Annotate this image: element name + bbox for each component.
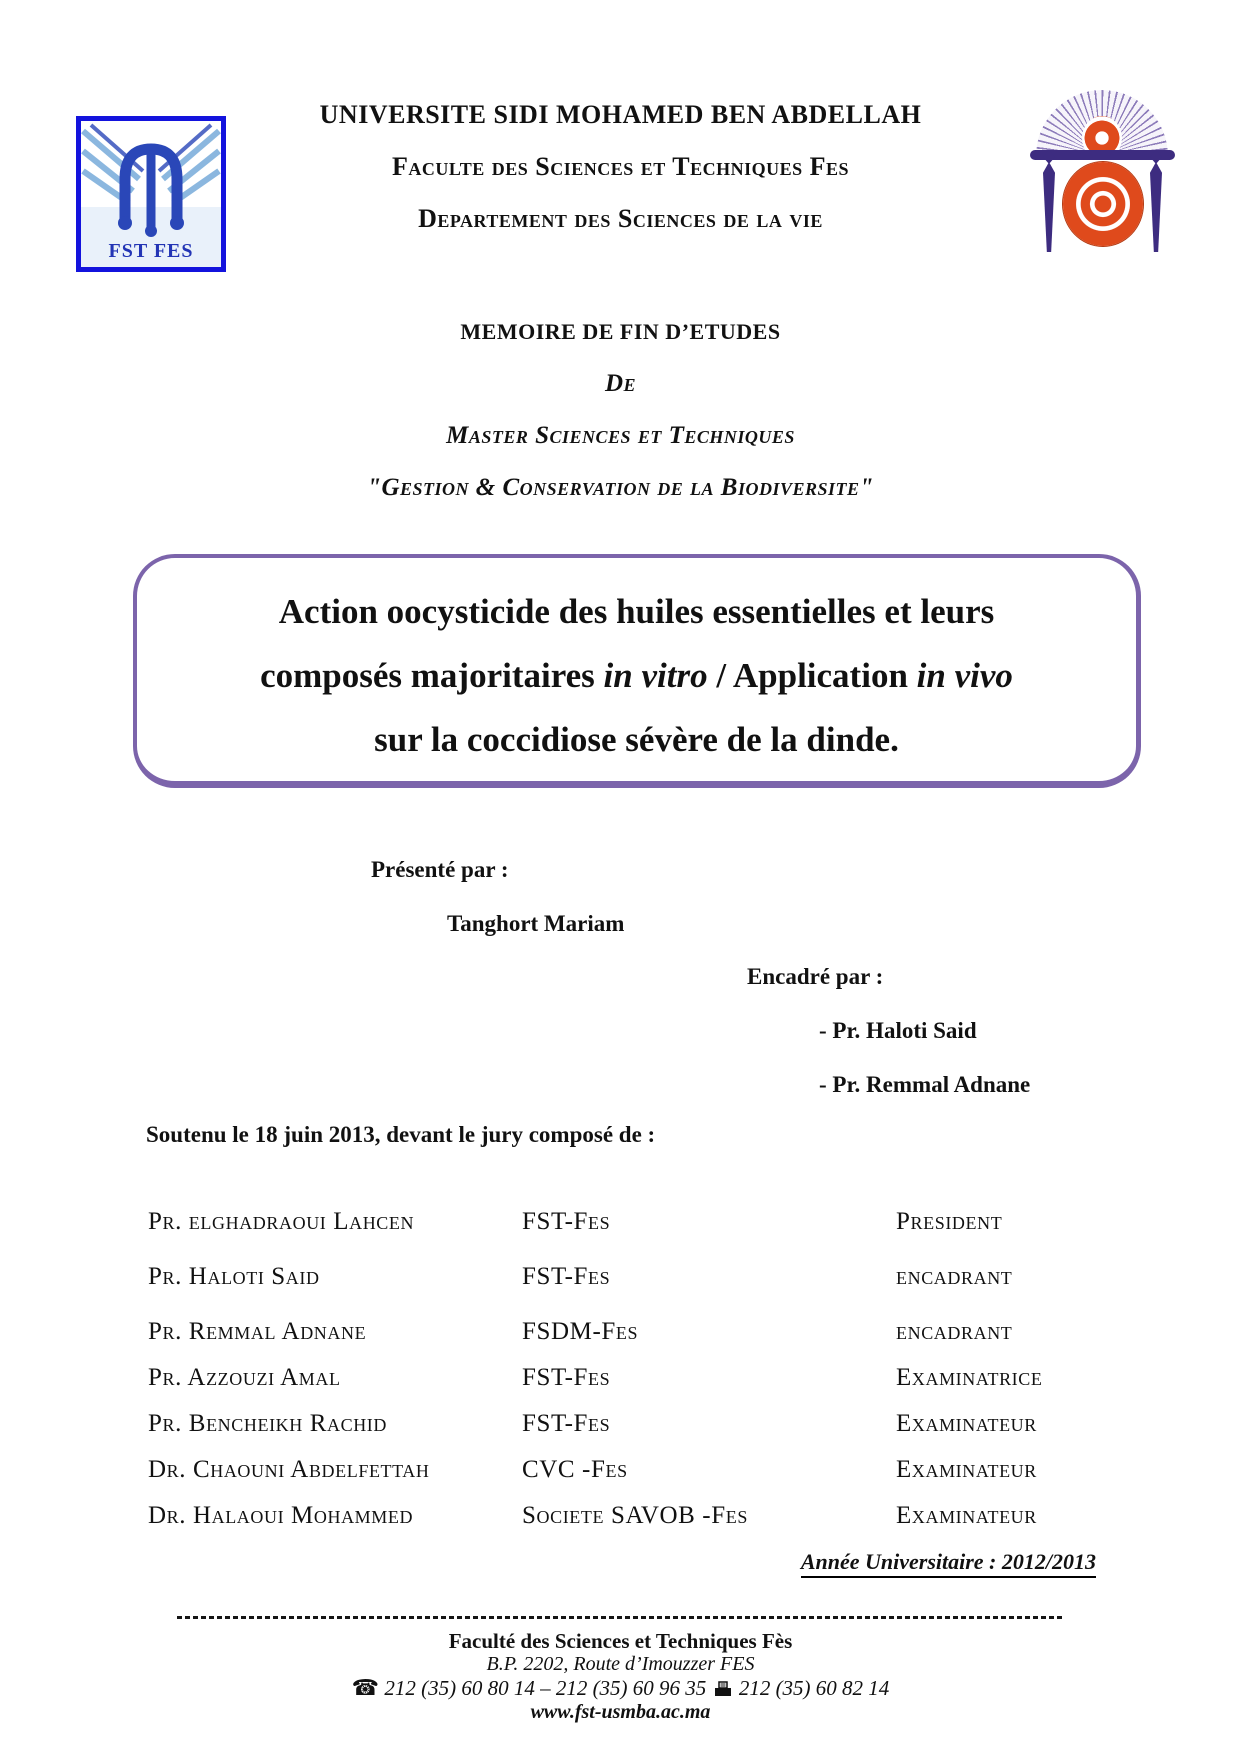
footer-contact-line	[0, 1676, 1241, 1700]
jury-row	[148, 1502, 1098, 1528]
jury-member-name: Pr. Azzouzi Amal	[148, 1364, 341, 1391]
jury-member-affiliation: FST-Fes	[522, 1364, 611, 1391]
jury-member-affiliation: FST-Fes	[522, 1263, 611, 1290]
thesis-title-box	[133, 554, 1141, 788]
jury-member-role: Examinateur	[896, 1502, 1037, 1529]
title-line2-seg2: / Application	[707, 656, 917, 695]
footer-fax: 212 (35) 60 82 14	[738, 1676, 890, 1700]
jury-row	[148, 1364, 1098, 1390]
jury-member-role: encadrant	[896, 1318, 1013, 1345]
fax-icon	[714, 1681, 732, 1697]
header-block	[0, 100, 1241, 256]
academic-year: Année Universitaire : 2012/2013	[801, 1549, 1096, 1578]
jury-member-affiliation: FST-Fes	[522, 1410, 611, 1437]
jury-table	[148, 1208, 1098, 1548]
title-line-3: sur la coccidiose sévère de la dinde.	[374, 720, 899, 759]
title-line2-seg0: composés majoritaires	[260, 656, 604, 695]
title-line2-seg1-italic: in vitro	[603, 656, 708, 695]
jury-member-role: Examinatrice	[896, 1364, 1043, 1391]
supervisor-2: - Pr. Remmal Adnane	[819, 1072, 1031, 1097]
footer-block	[0, 1616, 1241, 1724]
jury-member-name: Dr. Chaouni Abdelfettah	[148, 1456, 430, 1483]
jury-member-name: Pr. Remmal Adnane	[148, 1318, 367, 1345]
dashed-separator	[177, 1616, 1065, 1619]
jury-row	[148, 1410, 1098, 1436]
footer-address: B.P. 2202, Route d’Imouzzer FES	[486, 1653, 755, 1675]
title-line-2	[137, 644, 1136, 708]
faculty-name: Faculte des Sciences et Techniques Fes	[391, 152, 850, 181]
jury-member-affiliation: CVC -Fes	[522, 1456, 628, 1483]
footer-phones: 212 (35) 60 80 14 – 212 (35) 60 96 35	[384, 1676, 707, 1700]
supervised-by-label: Encadré par :	[747, 964, 884, 989]
author-name: Tanghort Mariam	[447, 911, 625, 936]
de-line: De	[604, 370, 637, 397]
degree-block	[0, 318, 1241, 526]
jury-member-role: encadrant	[896, 1263, 1013, 1290]
jury-member-role: Examinateur	[896, 1410, 1037, 1437]
jury-member-affiliation: FST-Fes	[522, 1208, 611, 1235]
footer-faculty: Faculté des Sciences et Techniques Fès	[448, 1629, 793, 1653]
jury-member-name: Dr. Halaoui Mohammed	[148, 1502, 414, 1529]
jury-row	[148, 1208, 1098, 1234]
jury-member-role: President	[896, 1208, 1003, 1235]
supervisor-1: - Pr. Haloti Said	[819, 1018, 977, 1043]
department-name: Departement des Sciences de la vie	[418, 204, 823, 233]
defense-intro: Soutenu le 18 juin 2013, devant le jury composé de :	[146, 1122, 656, 1147]
presented-by-label: Présenté par :	[371, 857, 509, 882]
title-line-1: Action oocysticide des huiles essentielles et leurs	[278, 592, 995, 631]
telephone-icon: ☎	[351, 1675, 380, 1700]
jury-member-affiliation: Societe SAVOB -Fes	[522, 1502, 748, 1529]
jury-row	[148, 1263, 1098, 1289]
footer-website: www.fst-usmba.ac.ma	[530, 1701, 711, 1723]
university-name: UNIVERSITE SIDI MOHAMED BEN ABDELLAH	[319, 100, 922, 129]
jury-member-name: Pr. elghadraoui Lahcen	[148, 1208, 415, 1235]
jury-member-affiliation: FSDM-Fes	[522, 1318, 639, 1345]
jury-member-name: Pr. Haloti Said	[148, 1263, 320, 1290]
memoire-line: MEMOIRE DE FIN D’ETUDES	[460, 319, 781, 344]
jury-row	[148, 1318, 1098, 1344]
speciality-line: "Gestion & Conservation de la Biodiversite"	[367, 474, 874, 501]
jury-member-role: Examinateur	[896, 1456, 1037, 1483]
jury-member-name: Pr. Bencheikh Rachid	[148, 1410, 387, 1437]
title-line2-seg3-italic: in vivo	[916, 656, 1013, 695]
jury-row	[148, 1456, 1098, 1482]
master-line: Master Sciences et Techniques	[446, 422, 795, 449]
logo-text: FST FES	[108, 240, 194, 262]
